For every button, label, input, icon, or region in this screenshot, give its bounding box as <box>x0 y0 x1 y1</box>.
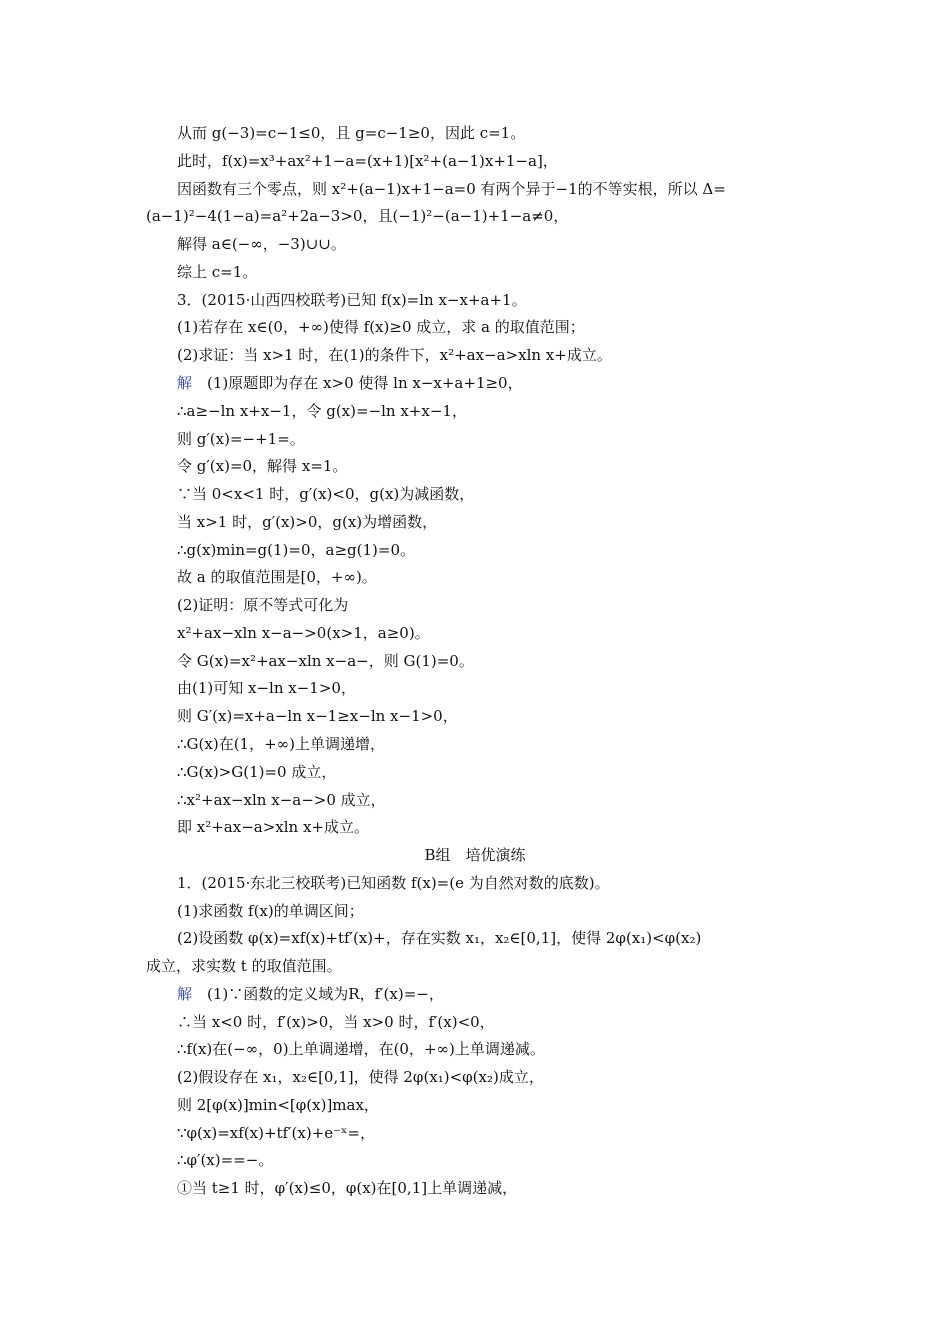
text-line: 则 G′(x)=x+a−ln x−1≥x−ln x−1>0， <box>177 707 458 725</box>
text-line: (2)证明：原不等式可化为 <box>177 596 349 614</box>
text-line: 此时，f(x)=x³+ax²+1−a=(x+1)[x²+(a−1)x+1−a]， <box>177 152 558 170</box>
solution-label: 解 <box>177 374 193 392</box>
text-line: (2)设函数 φ(x)=xf(x)+tf′(x)+，存在实数 x₁，x₂∈[0,1]，使得 2φ(x₁)<φ(x₂) <box>177 929 702 947</box>
text-line: ∴φ′(x)==−。 <box>177 1151 274 1169</box>
text-line: ∴a≥−ln x+x−1，令 g(x)=−ln x+x−1， <box>177 402 467 420</box>
text-line: (2)假设存在 x₁，x₂∈[0,1]，使得 2φ(x₁)<φ(x₂)成立， <box>177 1068 544 1086</box>
text-line: ∴g(x)min=g(1)=0，a≥g(1)=0。 <box>177 541 415 559</box>
text-line: ∴x²+ax−xln x−a−>0 成立， <box>177 791 386 809</box>
text-line: (1)若存在 x∈(0，+∞)使得 f(x)≥0 成立，求 a 的取值范围； <box>177 318 585 336</box>
text-line: x²+ax−xln x−a−>0(x>1，a≥0)。 <box>177 624 430 642</box>
text-line: 解得 a∈(−∞，−3)∪∪。 <box>177 235 346 253</box>
text-line: 则 g′(x)=−+1=。 <box>177 430 305 448</box>
text-line: 故 a 的取值范围是[0，+∞)。 <box>177 568 377 586</box>
problem-heading: 1．(2015·东北三校联考)已知函数 f(x)=(e 为自然对数的底数)。 <box>177 874 610 892</box>
text-line: ∵φ(x)=xf(x)+tf′(x)+e⁻ˣ=， <box>177 1124 375 1142</box>
solution-label: 解 <box>177 985 193 1003</box>
section-heading: B组 培优演练 <box>424 846 526 864</box>
text-line: 从而 g(−3)=c−1≤0，且 g=c−1≥0，因此 c=1。 <box>177 124 526 142</box>
solution-line <box>177 984 444 1004</box>
text-line: (2)求证：当 x>1 时，在(1)的条件下，x²+ax−a>xln x+成立。 <box>177 346 612 364</box>
text-line: 综上 c=1。 <box>177 263 258 281</box>
text-line: (a−1)²−4(1−a)=a²+2a−3>0，且(−1)²−(a−1)+1−a≠0， <box>146 207 569 225</box>
text-line: 由(1)可知 x−ln x−1>0， <box>177 679 356 697</box>
text-line: 当 x>1 时，g′(x)>0，g(x)为增函数， <box>177 513 438 531</box>
text-line: (1)求函数 f(x)的单调区间； <box>177 902 364 920</box>
text-line: ∴f(x)在(−∞，0)上单调递增，在(0，+∞)上单调递减。 <box>177 1040 545 1058</box>
solution-text: (1)原题即为存在 x>0 使得 ln x−x+a+1≥0， <box>207 374 523 392</box>
text-line: ∴当 x<0 时，f′(x)>0，当 x>0 时，f′(x)<0， <box>177 1013 495 1031</box>
text-line: 即 x²+ax−a>xln x+成立。 <box>177 818 370 836</box>
solution-text: (1)∵函数的定义域为R，f′(x)=−， <box>207 985 444 1003</box>
text-line: ①当 t≥1 时，φ′(x)≤0，φ(x)在[0,1]上单调递减， <box>177 1179 518 1197</box>
solution-line <box>177 373 523 393</box>
text-line: 令 G(x)=x²+ax−xln x−a−，则 G(1)=0。 <box>177 652 474 670</box>
text-line: ∵当 0<x<1 时，g′(x)<0，g(x)为减函数， <box>177 485 475 503</box>
text-line: 因函数有三个零点，则 x²+(a−1)x+1−a=0 有两个异于−1的不等实根，所以 Δ= <box>177 180 726 198</box>
problem-heading: 3．(2015·山西四校联考)已知 f(x)=ln x−x+a+1。 <box>177 291 527 309</box>
text-line: ∴G(x)在(1，+∞)上单调递增， <box>177 735 386 753</box>
text-line: ∴G(x)>G(1)=0 成立， <box>177 763 337 781</box>
text-line: 成立，求实数 t 的取值范围。 <box>146 957 342 975</box>
text-line: 则 2[φ(x)]min<[φ(x)]max， <box>177 1096 379 1114</box>
text-line: 令 g′(x)=0，解得 x=1。 <box>177 457 348 475</box>
